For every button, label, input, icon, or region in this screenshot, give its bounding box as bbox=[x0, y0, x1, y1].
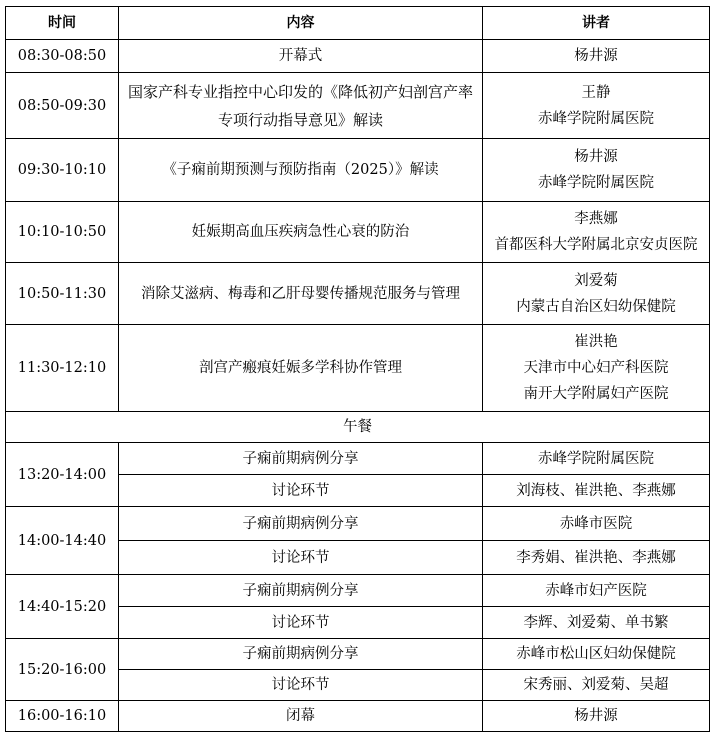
session-content: 子痫前期病例分享 bbox=[119, 575, 483, 607]
speaker-line: 刘爱菊 bbox=[574, 272, 618, 289]
session-content: 讨论环节 bbox=[119, 475, 483, 507]
session-content: 子痫前期病例分享 bbox=[119, 639, 483, 670]
closing-time: 16:00-16:10 bbox=[6, 701, 119, 732]
row-content: 国家产科专业指控中心印发的《降低初产妇剖宫产率专项行动指导意见》解读 bbox=[119, 73, 483, 139]
row-content: 消除艾滋病、梅毒和乙肝母婴传播规范服务与管理 bbox=[119, 263, 483, 325]
speaker-line: 李燕娜 bbox=[574, 211, 618, 227]
speaker-line: 王静 bbox=[581, 84, 611, 101]
session-speaker: 宋秀丽、刘爱菊、吴超 bbox=[483, 670, 710, 701]
table-row bbox=[6, 639, 710, 670]
speaker-line: 内蒙古自治区妇幼保健院 bbox=[516, 298, 676, 315]
session-time: 15:20-16:00 bbox=[6, 639, 119, 701]
row-content: 开幕式 bbox=[119, 40, 483, 73]
header-row bbox=[6, 7, 710, 40]
session-speaker: 李秀娟、崔洪艳、李燕娜 bbox=[483, 541, 710, 575]
session-time: 14:40-15:20 bbox=[6, 575, 119, 639]
table-row bbox=[6, 263, 710, 325]
row-time: 09:30-10:10 bbox=[6, 139, 119, 202]
speaker-line: 杨井源 bbox=[574, 48, 618, 64]
session-content: 讨论环节 bbox=[119, 541, 483, 575]
lunch-label: 午餐 bbox=[6, 412, 710, 443]
header-speaker: 讲者 bbox=[483, 7, 710, 40]
row-content: 妊娠期高血压疾病急性心衰的防治 bbox=[119, 202, 483, 263]
session-content: 讨论环节 bbox=[119, 607, 483, 639]
session-time: 14:00-14:40 bbox=[6, 507, 119, 575]
table-row bbox=[6, 73, 710, 139]
agenda-table bbox=[5, 6, 710, 732]
session-speaker: 刘海枝、崔洪艳、李燕娜 bbox=[483, 475, 710, 507]
row-time: 11:30-12:10 bbox=[6, 325, 119, 412]
session-speaker: 赤峰市松山区妇幼保健院 bbox=[483, 639, 710, 670]
speaker-line: 首都医科大学附属北京安贞医院 bbox=[494, 237, 698, 253]
lunch-row bbox=[6, 412, 710, 443]
session-time: 13:20-14:00 bbox=[6, 443, 119, 507]
row-speaker bbox=[483, 40, 710, 73]
row-time: 10:10-10:50 bbox=[6, 202, 119, 263]
closing-speaker: 杨井源 bbox=[483, 701, 710, 732]
session-content: 子痫前期病例分享 bbox=[119, 443, 483, 475]
row-speaker bbox=[483, 73, 710, 139]
table-row bbox=[6, 575, 710, 607]
row-content: 剖宫产瘢痕妊娠多学科协作管理 bbox=[119, 325, 483, 412]
session-speaker: 赤峰学院附属医院 bbox=[483, 443, 710, 475]
speaker-line: 赤峰学院附属医院 bbox=[538, 110, 654, 127]
table-row bbox=[6, 139, 710, 202]
row-speaker bbox=[483, 139, 710, 202]
table-row bbox=[6, 202, 710, 263]
row-speaker bbox=[483, 263, 710, 325]
speaker-line: 天津市中心妇产科医院 bbox=[523, 360, 669, 376]
speaker-line: 南开大学附属妇产医院 bbox=[523, 386, 669, 402]
table-row bbox=[6, 507, 710, 541]
row-time: 08:30-08:50 bbox=[6, 40, 119, 73]
header-time: 时间 bbox=[6, 7, 119, 40]
header-content: 内容 bbox=[119, 7, 483, 40]
row-time: 10:50-11:30 bbox=[6, 263, 119, 325]
row-speaker bbox=[483, 202, 710, 263]
session-speaker: 赤峰市医院 bbox=[483, 507, 710, 541]
row-speaker bbox=[483, 325, 710, 412]
speaker-line: 杨井源 bbox=[574, 149, 618, 165]
row-time: 08:50-09:30 bbox=[6, 73, 119, 139]
session-content: 子痫前期病例分享 bbox=[119, 507, 483, 541]
table-row bbox=[6, 443, 710, 475]
session-content: 讨论环节 bbox=[119, 670, 483, 701]
session-speaker: 赤峰市妇产医院 bbox=[483, 575, 710, 607]
session-speaker: 李辉、刘爱菊、单书繁 bbox=[483, 607, 710, 639]
table-row bbox=[6, 40, 710, 73]
table-row bbox=[6, 325, 710, 412]
agenda-document bbox=[5, 6, 709, 732]
row-content: 《子痫前期预测与预防指南（2025）》解读 bbox=[119, 139, 483, 202]
speaker-line: 赤峰学院附属医院 bbox=[538, 175, 654, 191]
closing-content: 闭幕 bbox=[119, 701, 483, 732]
table-row bbox=[6, 701, 710, 732]
speaker-line: 崔洪艳 bbox=[574, 334, 618, 350]
